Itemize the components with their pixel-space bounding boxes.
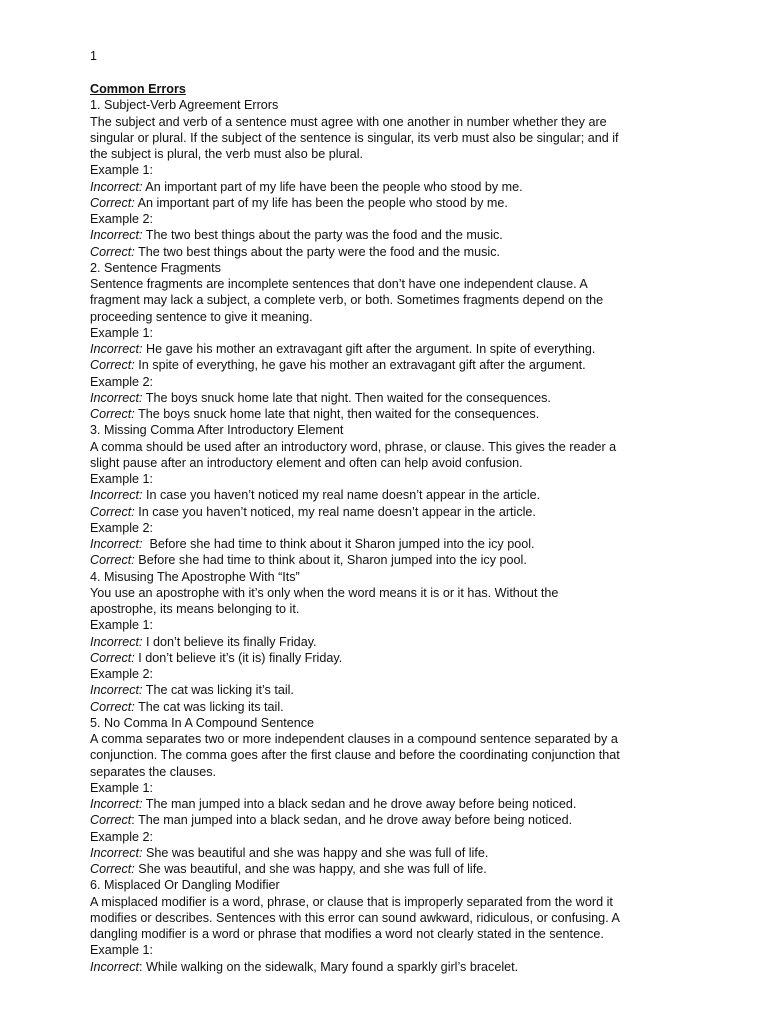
body-text-line: Example 2: [90, 829, 153, 844]
example-text: An important part of my life have been the people who stood by me. [142, 179, 523, 194]
example-label: Incorrect: [90, 488, 143, 503]
body-text-line: Example 1: [90, 472, 153, 486]
example-text: I don’t believe it’s (it is) finally Friday. [134, 650, 343, 665]
body-text-line: modifies or describes. Sentences with this error can sound awkward, ridiculous, or confusing. A [90, 910, 620, 925]
example-text: In case you haven’t noticed my real name doesn’t appear in the article. [142, 488, 541, 503]
example-text: The boys snuck home late that night, then waited for the consequences. [134, 407, 540, 421]
body-text-line: slight pause after an introductory element and often can help avoid confusion. [90, 455, 523, 470]
example-line [90, 552, 680, 568]
example-line [90, 959, 680, 975]
example-label: Correct: [90, 504, 135, 519]
body-text-line: apostrophe, its means belonging to it. [90, 602, 300, 616]
example-line [90, 406, 680, 422]
example-line [90, 796, 680, 812]
body-text-line: proceeding sentence to give it meaning. [90, 309, 313, 324]
example-line [90, 504, 680, 520]
section-heading: 6. Misplaced Or Dangling Modifier [90, 878, 280, 893]
example-text: Before she had time to think about it, Sharon jumped into the icy pool. [134, 553, 527, 568]
section-heading: 3. Missing Comma After Introductory Element [90, 423, 344, 438]
example-text: The two best things about the party was the food and the music. [142, 228, 503, 243]
example-line [90, 341, 680, 357]
example-label: Incorrect [90, 959, 139, 974]
example-label: Incorrect: [90, 797, 143, 811]
section-heading: 1. Subject-Verb Agreement Errors [90, 98, 279, 113]
example-text: An important part of my life has been the people who stood by me. [134, 195, 508, 210]
example-line [90, 634, 680, 650]
example-text: : While walking on the sidewalk, Mary found a sparkly girl’s bracelet. [139, 959, 519, 974]
body-text-line: Example 2: [90, 667, 153, 681]
section-heading: 2. Sentence Fragments [90, 260, 221, 275]
body-text-line: Example 1: [90, 943, 153, 958]
example-text: Before she had time to think about it Sharon jumped into the icy pool. [142, 537, 535, 551]
example-line [90, 650, 680, 666]
body-text-line: Example 2: [90, 520, 153, 535]
example-line [90, 812, 680, 828]
body-text-line: separates the clauses. [90, 764, 217, 779]
example-line [90, 195, 680, 211]
example-text: The man jumped into a black sedan and he drove away before being noticed. [142, 797, 577, 811]
example-text: She was beautiful and she was happy and she was full of life. [142, 845, 489, 860]
example-text: The cat was licking it’s tail. [142, 683, 294, 698]
example-label: Incorrect: [90, 537, 143, 551]
body-text-line: Example 1: [90, 780, 153, 795]
example-line [90, 179, 680, 195]
body-text-line: conjunction. The comma goes after the first clause and before the coordinating conjunction that [90, 748, 620, 763]
example-label: Correct: [90, 699, 135, 714]
example-line [90, 227, 680, 243]
example-line [90, 861, 680, 877]
body-text-line: singular or plural. If the subject of the sentence is singular, its verb must also be singular; and if [90, 130, 619, 145]
example-label: Correct: [90, 553, 135, 568]
page-number: 1 [90, 49, 97, 63]
example-text: : The man jumped into a black sedan, and he drove away before being noticed. [131, 813, 573, 828]
example-text: In spite of everything, he gave his mother an extravagant gift after the argument. [134, 358, 586, 373]
example-text: The cat was licking its tail. [134, 699, 284, 714]
section-heading: 5. No Comma In A Compound Sentence [90, 715, 315, 730]
body-text-line: Example 2: [90, 374, 153, 389]
document-title: Common Errors [90, 82, 186, 96]
example-label: Incorrect: [90, 228, 143, 243]
example-label: Incorrect: [90, 179, 143, 194]
document-body [90, 81, 680, 975]
example-label: Correct: [90, 862, 135, 876]
body-text-line: Sentence fragments are incomplete sentences that don’t have one independent clause. A [90, 277, 588, 291]
example-text: She was beautiful, and she was happy, and she was full of life. [134, 862, 487, 876]
body-text-line: the subject is plural, the verb must also be plural. [90, 147, 364, 161]
example-label: Correct [90, 813, 132, 828]
example-label: Incorrect: [90, 634, 143, 649]
example-text: The two best things about the party were the food and the music. [134, 244, 501, 259]
example-line [90, 845, 680, 861]
example-label: Incorrect: [90, 342, 143, 356]
example-label: Incorrect: [90, 390, 143, 405]
example-label: Correct: [90, 358, 135, 373]
body-text-line: Example 1: [90, 163, 153, 178]
body-text-line: A comma should be used after an introductory word, phrase, or clause. This gives the reader a [90, 439, 617, 454]
example-label: Incorrect: [90, 845, 143, 860]
example-label: Correct: [90, 244, 135, 259]
example-text: In case you haven’t noticed, my real name doesn’t appear in the article. [134, 504, 536, 519]
body-text-line: You use an apostrophe with it’s only when the word means it is or it has. Without the [90, 585, 559, 600]
example-line [90, 487, 680, 503]
example-text: I don’t believe its finally Friday. [142, 634, 317, 649]
body-text-line: fragment may lack a subject, a complete verb, or both. Sometimes fragments depend on the [90, 293, 604, 308]
example-label: Correct: [90, 195, 135, 210]
example-line [90, 244, 680, 260]
example-line [90, 357, 680, 373]
example-text: The boys snuck home late that night. Then waited for the consequences. [142, 390, 551, 405]
body-text-line: The subject and verb of a sentence must agree with one another in number whether they are [90, 114, 607, 129]
body-text-line: Example 1: [90, 618, 153, 633]
example-line [90, 699, 680, 715]
example-label: Correct: [90, 650, 135, 665]
example-line [90, 682, 680, 698]
line-list [90, 97, 680, 975]
body-text-line: A misplaced modifier is a word, phrase, or clause that is improperly separated from the word it [90, 894, 613, 909]
body-text-line: dangling modifier is a word or phrase that modifies a word not clearly stated in the sentence. [90, 927, 604, 941]
example-line [90, 390, 680, 406]
example-label: Incorrect: [90, 683, 143, 698]
example-text: He gave his mother an extravagant gift after the argument. In spite of everything. [142, 342, 596, 356]
body-text-line: Example 1: [90, 325, 153, 340]
section-heading: 4. Misusing The Apostrophe With “Its” [90, 569, 300, 584]
body-text-line: A comma separates two or more independent clauses in a compound sentence separated by a [90, 732, 618, 746]
body-text-line: Example 2: [90, 212, 153, 226]
example-label: Correct: [90, 407, 135, 421]
example-line [90, 536, 680, 552]
